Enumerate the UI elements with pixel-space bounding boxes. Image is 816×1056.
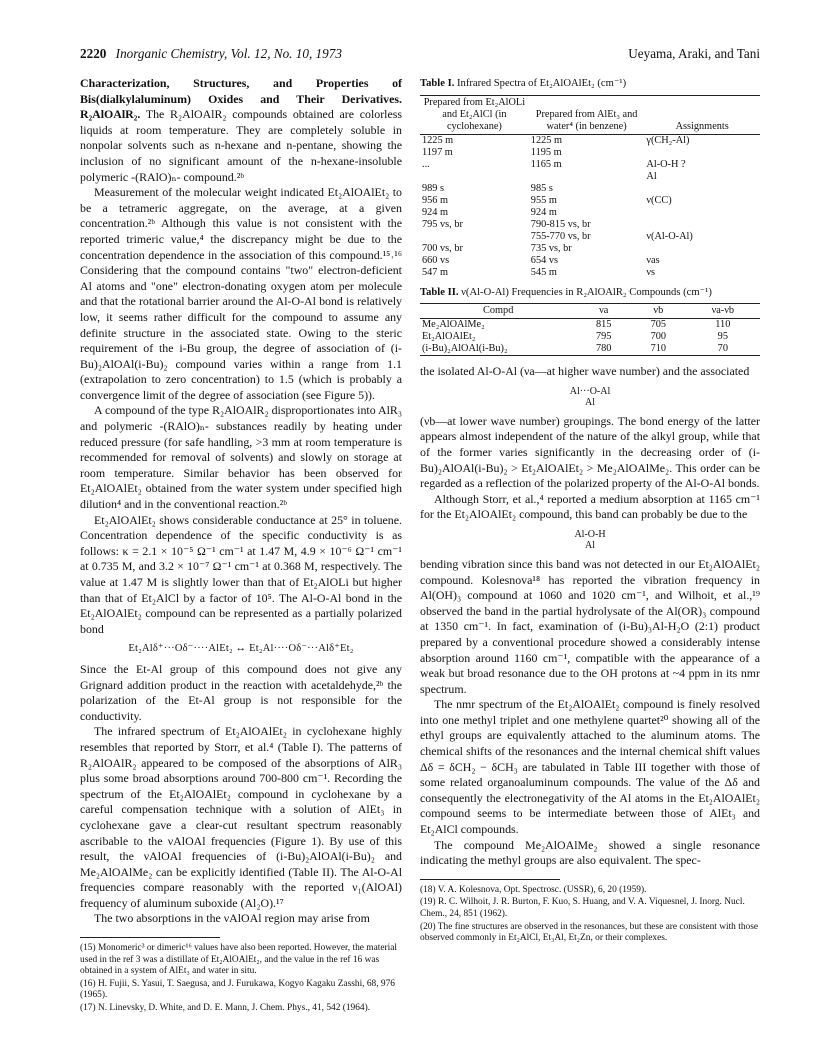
hydroxy-bridge-structure: [530, 529, 650, 551]
table-1-cell: 735 vs, br: [530, 242, 572, 254]
table-2-label: Table II.: [420, 286, 459, 298]
table-1-cell: ...: [422, 158, 430, 170]
table-2-cell: 95: [717, 331, 728, 343]
polarized-bond-equation: Et₂Alδ⁺···Oδ⁻····AlEt₂ ↔ Et₂Al····Oδ⁻···Alδ⁺Et₂: [128, 643, 354, 655]
table-1-cell: 545 m: [530, 266, 557, 278]
table-2-cell: (i-Bu)₂AlOAl(i-Bu)₂: [422, 343, 508, 355]
table-1-cell: 1225 m: [530, 134, 562, 146]
table-1-cell: 1197 m: [422, 146, 453, 158]
table-1-header: Prepared from AlEt₃ and water⁴ (in benzene): [535, 108, 638, 132]
table-2: [420, 303, 760, 356]
table-1-cell: 985 s: [530, 182, 553, 194]
paragraph-4: Et₂AlOAlEt₂ shows considerable conductance at 25° in toluene. Concentration dependence of the specific conductivity is as follows: κ = 2.1 × 10⁻⁵ Ω⁻¹ cm⁻¹ at 1.47 M, 4.9 × 10⁻⁶ Ω⁻¹ cm⁻¹ at 0.735 M, and 3.2 × 10⁻⁷ Ω⁻¹ cm⁻¹ at 0.368 M, respectively. The value at 1.47 M is slightly lower than that of Et₂AlOLi but higher than that of Et₂AlCl by a factor of 10⁵. The Al-O-Al bond in the Et₂AlOAlEt₂ compound can be represented as a partially polarized bond: [80, 512, 402, 636]
right-paragraph-3: Although Storr, et al.,⁴ reported a medium absorption at 1165 cm⁻¹ for the Et₂AlOAlEt₂ compound, this band can probably be due to the: [420, 491, 760, 522]
table-1-caption: [420, 76, 760, 92]
table-1-cell: [420, 231, 529, 243]
table-1-cell: ν(Al-O-Al): [646, 230, 693, 242]
table-row: [420, 243, 760, 255]
table-row: [420, 171, 760, 183]
paragraph-2: Measurement of the molecular weight indicated Et₂AlOAlEt₂ to be a tetrameric aggregate, on the average, at a given concentration.²ᵇ Although this value is not consistent with the reported trimeric value,⁴ the discrepancy might be due to the concentration dependence in the association of this compound.¹⁵˒¹⁶ Considering that the compound contains "two" electron-deficient Al atoms and "one" electron-donating oxygen atom per molecule and that the rotational barrier around the Al-O-Al bond is relatively low, it seems rather difficult for the compound to assume any definite structure in the associated state. Owing to the steric requirement of the i-Bu group, the degree of association of (i-Bu)₂AlOAl(i-Bu)₂ compound varies within a range from 1.1 (extrapolation to zero concentration) to 1.5 (which is probably a convergence limit of the degree of association (see Figure 5)).: [80, 185, 402, 402]
footnote-divider: [80, 937, 220, 938]
table-1-cell: [644, 243, 760, 255]
section-title: Characterization, Structures, and Properties of Bis(dialkylaluminum) Oxides and Their Derivatives. R₂AlOAlR₂.: [80, 76, 402, 122]
table-1-header: Assignments: [675, 120, 729, 132]
table-1-cell: 700 vs, br: [422, 242, 463, 254]
table-1-cell: 654 vs: [530, 254, 558, 266]
right-column: [420, 76, 760, 946]
table-1-cell: 795 vs, br: [422, 218, 463, 230]
table-1-cell: 956 m: [422, 194, 449, 206]
associated-structure-top: Al···O-Al: [569, 385, 611, 397]
table-row: [420, 267, 760, 279]
table-row: [420, 231, 760, 243]
table-1-cell: 1225 m: [422, 134, 454, 146]
footnotes-left: [80, 943, 402, 1015]
table-row: [420, 331, 760, 343]
footnote-20: (20) The fine structures are observed in the resonances, but these are consistent with those observed commonly in Et₂AlCl, Et₃Al, Et₂Zn, or their complexes.: [420, 921, 758, 944]
table-1-cell: 955 m: [530, 194, 557, 206]
table-row: [420, 343, 760, 356]
right-paragraph-1: the isolated Al-O-Al (νa—at higher wave number) and the associated: [420, 364, 750, 379]
table-2-cell: Et₂AlOAlEt₂: [422, 331, 476, 343]
table-1-header: Prepared from Et₂AlOLi and Et₂AlCl (in cyclohexane): [423, 96, 526, 132]
left-column: [80, 76, 402, 1016]
footnote-divider: [420, 879, 560, 880]
table-2-cell: 110: [715, 319, 731, 331]
table-1-cell: γ(CH₂-Al): [646, 134, 690, 146]
table-row: [420, 207, 760, 219]
footnote-15: (15) Monomeric³ or dimeric¹⁶ values have also been reported. However, the material used in the ref 3 was a distillate of Et₂AlOAlEt₂, and the value in the ref 16 was obtained in a system of AlEt₃ and water in situ.: [80, 943, 397, 977]
table-2-cell: 710: [650, 343, 667, 355]
table-1-cell: 924 m: [530, 206, 557, 218]
right-paragraph-4: bending vibration since this band was not detected in our Et₂AlOAlEt₂ compound. Kolesnova¹⁸ has reported the vibration frequency in Al(OH)₃ compound at 1060 and 1020 cm⁻¹, and Wilhoit, et al.,¹⁹ observed the band in the partial hydrolysate of the Al(OR)₃ compound at 1350 cm⁻¹. In fact, examination of (i-Bu)₃Al-H₂O (2:1) product prepared by a conventional procedure showed a considerably intense absorption around 1160 cm⁻¹, compatible with the appearance of a weak but broad resonance due to the OH protons at ~4 ppm in its nmr spectrum.: [420, 556, 760, 696]
paragraph-3: A compound of the type R₂AlOAlR₂ disproportionates into AlR₃ and polymeric -(RAlO)ₙ- substances readily by heating under reduced pressure (for safe handling, >3 mm at room temperature is recommended for removal of solvents) and slowly on storage at room temperature. Similar behavior has been observed for Et₂AlOAlEt₂ obtained from the water system under specified high dilution⁴ and in the conventional reaction.²ᵇ: [80, 403, 402, 512]
page-number: 2220: [80, 46, 107, 61]
paragraph-5: Since the Et-Al group of this compound does not give any Grignard addition product in the reaction with acetaldehyde,²ᵇ the polarization of the Et-Al group is not responsible for the conductivity.: [80, 661, 402, 723]
table-1-cell: [644, 183, 760, 195]
table-2-cell: 780: [595, 343, 612, 355]
right-paragraph-2: (νb—at lower wave number) groupings. The bond energy of the latter appears almost independent of the nature of the alkyl group, while that of the former varies significantly in the decreasing order of (i-Bu)₂AlOAl(i-Bu)₂ > Et₂AlOAlEt₂ > Me₂AlOAlMe₂. This order can be regarded as a reflection of the polarized property of the Al-O-Al bonds.: [420, 413, 760, 491]
table-1-cell: νas: [646, 254, 660, 266]
table-1-cell: 924 m: [422, 206, 449, 218]
hydroxy-structure-bottom: Al: [585, 539, 595, 551]
table-1-cell: 1165 m: [530, 158, 562, 170]
right-paragraph-6: The compound Me₂AlOAlMe₂ showed a single resonance indicating the methyl groups are also equivalent. The spec-: [420, 837, 760, 868]
table-2-cell: 705: [650, 319, 667, 331]
table-2-title: ν(Al-O-Al) Frequencies in R₂AlOAlR₂ Compounds (cm⁻¹): [461, 286, 712, 298]
table-2-cell: 815: [595, 319, 612, 331]
page-header: [80, 46, 760, 64]
table-1-cell: [529, 171, 645, 183]
associated-structure-bottom: Al: [585, 396, 595, 408]
table-2-header: νb: [653, 305, 664, 317]
table-2-cell: 70: [717, 343, 728, 355]
footnote-16: (16) H. Fujii, S. Yasui, T. Saegusa, and J. Furukawa, Kogyo Kagaku Zasshi, 68, 976 (1965).: [80, 978, 395, 1001]
table-1-cell: ν(CC): [646, 194, 672, 206]
table-2-caption: [420, 285, 760, 301]
table-1-title: Infrared Spectra of Et₂AlOAlEt₂ (cm⁻¹): [457, 78, 627, 89]
footnotes-right: [420, 885, 760, 945]
running-authors: Ueyama, Araki, and Tani: [628, 46, 760, 61]
table-row: [420, 183, 760, 195]
table-1-cell: [644, 147, 760, 159]
table-1-cell: νs: [646, 266, 656, 278]
table-1-cell: [644, 219, 760, 231]
table-2-header: νa-νb: [711, 305, 735, 317]
table-2-header: Compd: [483, 305, 514, 317]
table-1-cell: 547 m: [422, 266, 449, 278]
table-1-cell: Al-O-H ?: [646, 158, 686, 170]
table-1-label: Table I.: [420, 78, 455, 89]
associated-structure: [530, 386, 650, 408]
table-1-cell: Al: [646, 170, 657, 182]
table-row: [420, 255, 760, 267]
paragraph-6: The infrared spectrum of Et₂AlOAlEt₂ in cyclohexane highly resembles that reported by Storr, et al.⁴ (Table I). The patterns of R₂AlOAlR₂ appeared to be composed of the absorptions of AlR₃ plus some broad absorptions around 700-800 cm⁻¹. Recording the spectrum of the Et₂AlOAlEt₂ compound in cyclohexane by a careful compensation technique with a solution of AlEt₃ in cyclohexane gave a clear-cut resultant spectrum reasonably ascribable to the νAlOAl frequencies (Figure 1). By use of this result, the νAlOAl frequencies of (i-Bu)₂AlOAl(i-Bu)₂ and Me₂AlOAlMe₂ can be explicitly identified (Table II). The Al-O-Al frequencies compare reasonably with the reported ν₁(AlOAl) frequency of aluminum suboxide (Al₂O).¹⁷: [80, 724, 402, 910]
table-row: [420, 319, 760, 332]
right-paragraph-5: The nmr spectrum of the Et₂AlOAlEt₂ compound is finely resolved into one methyl triplet and one methylene quartet²⁰ showing all of the ethyl groups are equivalently attached to the aluminum atoms. The chemical shifts of the resonances and the internal chemical shift values Δδ = δCH₂ − δCH₃ are tabulated in Table III together with those of some related organoaluminum compounds. The value of the Δδ and consequently the electronegativity of the Al atoms in the Et₂AlOAlEt₂ compound seems to be intermediate between those of AlEt₃ and Et₂AlCl compounds.: [420, 697, 760, 837]
table-1-cell: 790-815 vs, br: [530, 218, 591, 230]
table-1-cell: [420, 171, 529, 183]
footnote-18: (18) V. A. Kolesnova, Opt. Spectrosc. (USSR), 6, 20 (1959).: [420, 884, 647, 895]
table-row: [420, 219, 760, 231]
footnote-17: (17) N. Linevsky, D. White, and D. E. Mann, J. Chem. Phys., 41, 542 (1964).: [80, 1003, 371, 1014]
table-1-cell: 660 vs: [422, 254, 450, 266]
table-row: [420, 147, 760, 159]
journal-citation: Inorganic Chemistry, Vol. 12, No. 10, 1973: [115, 46, 342, 61]
table-1-cell: 1195 m: [530, 146, 562, 158]
table-row: [420, 134, 760, 147]
paragraph-7: The two absorptions in the νAlOAl region may arise from: [94, 911, 370, 926]
hydroxy-structure-top: Al-O-H: [574, 528, 606, 540]
table-1-cell: 755-770 vs, br: [530, 230, 591, 242]
table-1: [420, 95, 760, 279]
footnote-19: (19) R. C. Wilhoit, J. R. Burton, F. Kuo, S. Huang, and V. A. Viquesnel, J. Inorg. Nucl. Chem., 24, 851 (1962).: [420, 897, 745, 919]
table-2-cell: Me₂AlOAlMe₂: [422, 319, 485, 331]
table-1-cell: 989 s: [422, 182, 445, 194]
table-2-cell: 795: [595, 331, 612, 343]
table-2-header: νa: [599, 305, 609, 317]
section-paragraph-intro: [80, 76, 402, 185]
table-1-body: [420, 134, 760, 279]
table-2-body: [420, 319, 760, 356]
table-1-cell: [644, 207, 760, 219]
table-row: [420, 195, 760, 207]
table-row: [420, 159, 760, 171]
paragraph-1: The R₂AlOAlR₂ compounds obtained are colorless liquids at room temperature. They are completely soluble in nonpolar solvents such as n-hexane and n-pentane, showing the inclusion of no significant amount of the n-hexane-insoluble polymeric -(RAlO)ₙ- compound.²ᵇ: [80, 107, 402, 184]
table-2-cell: 700: [650, 331, 667, 343]
